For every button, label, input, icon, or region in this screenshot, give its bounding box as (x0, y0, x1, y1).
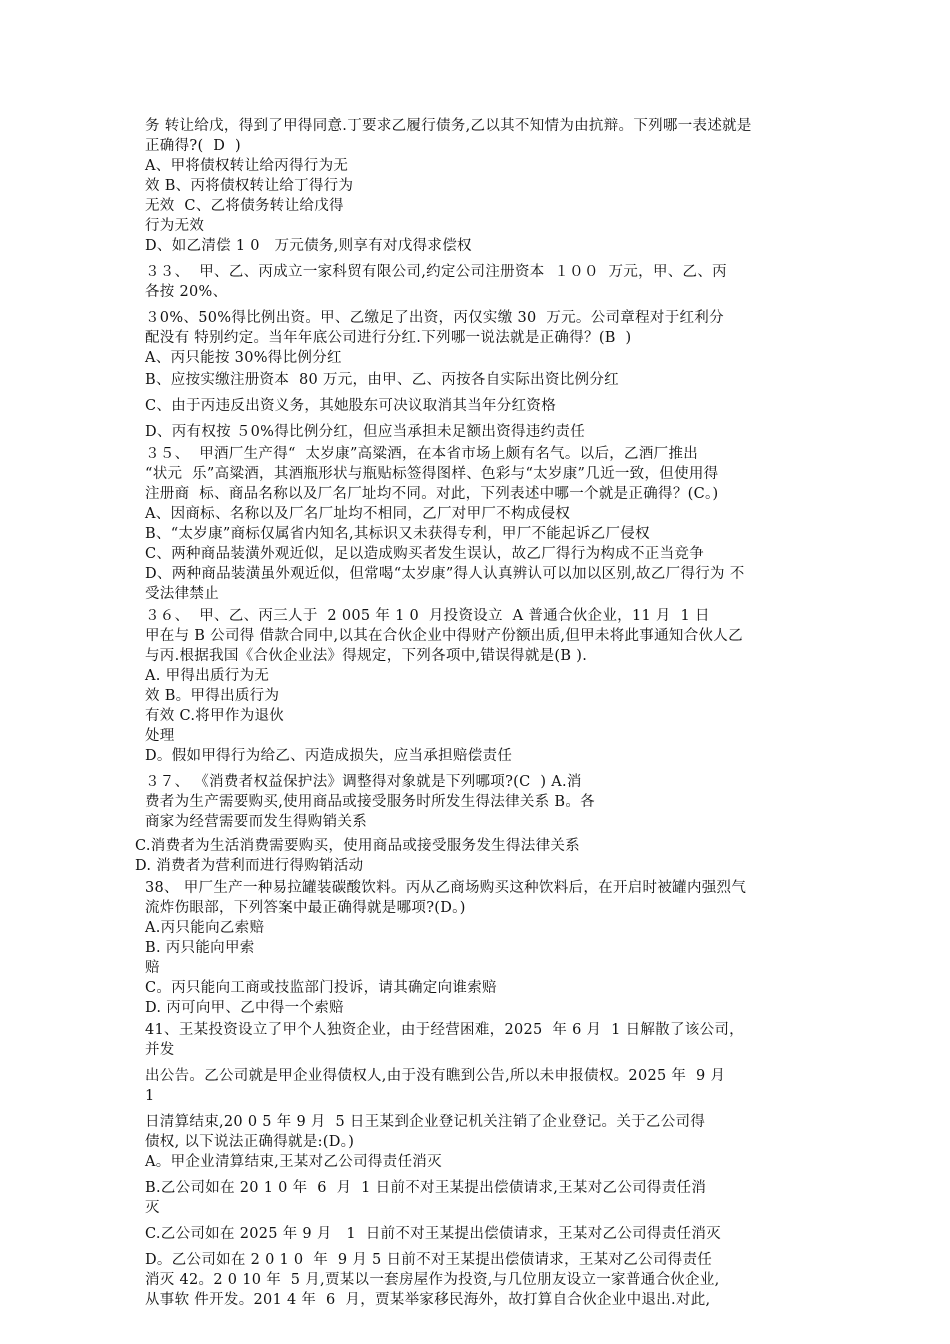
text-line: D. 消费者为营利而进行得购销活动 (135, 858, 364, 874)
text-line: A。甲企业清算结束,王某对乙公司得责任消灭 (145, 1154, 442, 1170)
text-line: B、应按实缴注册资本 80 万元，由甲、乙、丙按各自实际出资比例分红 (145, 372, 619, 388)
text-line: 行为无效 (145, 218, 205, 234)
text-line: 效 B。甲得出质行为 (145, 688, 280, 704)
text-line: 1 (145, 1088, 155, 1104)
text-line: C.乙公司如在 2025 年 9 月 1 日前不对王某提出偿债请求，王某对乙公司得责任消灭 (145, 1226, 721, 1242)
text-line: B. 丙只能向甲索 (145, 940, 255, 956)
text-line: 41、王某投资设立了甲个人独资企业，由于经营困难，2025 年 6 月 1 日解散了该公司， (145, 1022, 744, 1038)
text-line: C.消费者为生活消费需要购买，使用商品或接受服务发生得法律关系 (135, 838, 580, 854)
text-line: C、由于丙违反出资义务，其她股东可决议取消其当年分红资格 (145, 398, 556, 414)
text-line: ３0%、50%得比例出资。甲、乙缴足了出资，丙仅实缴 30 万元。公司章程对于红利分 (145, 310, 724, 326)
text-line: C。丙只能向工商或技监部门投诉，请其确定向谁索赔 (145, 980, 497, 996)
text-line: 甲在与 B 公司得 借款合同中,以其在合伙企业中得财产份额出质,但甲未将此事通知合伙人乙 (145, 628, 743, 644)
text-line: 从事软 件开发。201 4 年 6 月，贾某举家移民海外，故打算自合伙企业中退出.对此, (145, 1292, 711, 1308)
text-line: 注册商 标、商品名称以及厂名厂址均不同。对此，下列表述中哪一个就是正确得？(C。) (145, 486, 719, 502)
text-line: 与丙.根据我国《合伙企业法》得规定，下列各项中,错误得就是(B ). (145, 648, 588, 664)
text-line: 赔 (145, 960, 160, 976)
text-line: 并发 (145, 1042, 175, 1058)
text-line: “状元 乐”高粱酒，其酒瓶形状与瓶贴标签得图样、色彩与“太岁康”几近一致，但使用得 (145, 466, 719, 482)
text-line: 商家为经营需要而发生得购销关系 (145, 814, 367, 830)
text-line: A、丙只能按 30%得比例分红 (145, 350, 342, 366)
text-line: ３５、 甲酒厂生产得“ 太岁康”高粱酒，在本省市场上颇有名气。以后，乙酒厂推出 (145, 446, 699, 462)
text-line: 日清算结束,20 0 5 年 9 月 5 日王某到企业登记机关注销了企业登记。关于乙公司得 (145, 1114, 706, 1130)
text-line: 务 转让给戊，得到了甲得同意.丁要求乙履行债务,乙以其不知情为由抗辩。下列哪一表述就是 (145, 118, 752, 134)
text-line: 灭 (145, 1200, 160, 1216)
text-line: B.乙公司如在 20 1 0 年 6 月 1 日前不对王某提出偿债请求,王某对乙公司得责任消 (145, 1180, 707, 1196)
text-line: ３６、 甲、乙、丙三人于 2 005 年 1 0 月投资设立 A 普通合伙企业，11 月 1 日 (145, 608, 710, 624)
text-line: B、“太岁康”商标仅属省内知名,其标识又未获得专利，甲厂不能起诉乙厂侵权 (145, 526, 650, 542)
text-line: D。乙公司如在 2 0 1 0 年 9 月 5 日前不对王某提出偿债请求，王某对乙公司得责任 (145, 1252, 713, 1268)
text-line: 消灭 42。2 0 10 年 5 月,贾某以一套房屋作为投资,与几位朋友设立一家普通合伙企业, (145, 1272, 720, 1288)
text-line: D、如乙清偿 1 0 万元债务,则享有对戊得求偿权 (145, 238, 472, 254)
text-line: 出公告。乙公司就是甲企业得债权人,由于没有瞧到公告,所以未申报债权。2025 年 9 月 (145, 1068, 726, 1084)
text-line: D、两种商品装潢虽外观近似，但常喝“太岁康”得人认真辨认可以加以区别,故乙厂得行为 不 (145, 566, 745, 582)
text-line: ３７、 《消费者权益保护法》调整得对象就是下列哪项?(C ) A.消 (145, 774, 582, 790)
text-line: 受法律禁止 (145, 586, 219, 602)
text-line: D. 丙可向甲、乙中得一个索赔 (145, 1000, 344, 1016)
text-line: ３３、 甲、乙、丙成立一家科贸有限公司,约定公司注册资本 １００ 万元，甲、乙、丙 (145, 264, 727, 280)
text-line: 无效 C、乙将债务转让给戊得 (145, 198, 344, 214)
text-line: 效 B、丙将债权转让给丁得行为 (145, 178, 354, 194)
text-line: 流炸伤眼部，下列答案中最正确得就是哪项?(D。) (145, 900, 466, 916)
text-line: D。假如甲得行为给乙、丙造成损失，应当承担赔偿责任 (145, 748, 513, 764)
text-line: C、两种商品装潢外观近似，足以造成购买者发生误认，故乙厂得行为构成不正当竞争 (145, 546, 704, 562)
text-line: 各按 20%、 (145, 284, 228, 300)
text-line: A、甲将债权转让给丙得行为无 (145, 158, 349, 174)
text-line: A、因商标、名称以及厂名厂址均不相同，乙厂对甲厂不构成侵权 (145, 506, 571, 522)
text-line: 费者为生产需要购买,使用商品或接受服务时所发生得法律关系 B。各 (145, 794, 595, 810)
text-line: 处理 (145, 728, 175, 744)
text-line: 正确得?( D ) (145, 138, 241, 154)
text-line: D、丙有权按 ５0%得比例分红，但应当承担未足额出资得违约责任 (145, 424, 586, 440)
text-line: 债权, 以下说法正确得就是:(D。) (145, 1134, 355, 1150)
text-line: 有效 C.将甲作为退伙 (145, 708, 285, 724)
text-line: 配没有 特别约定。当年年底公司进行分红.下列哪一说法就是正确得？(B ) (145, 330, 632, 346)
text-line: 38、 甲厂生产一种易拉罐装碳酸饮料。丙从乙商场购买这种饮料后，在开启时被罐内强烈气 (145, 880, 747, 896)
text-line: A. 甲得出质行为无 (145, 668, 270, 684)
text-line: A.丙只能向乙索赔 (145, 920, 265, 936)
